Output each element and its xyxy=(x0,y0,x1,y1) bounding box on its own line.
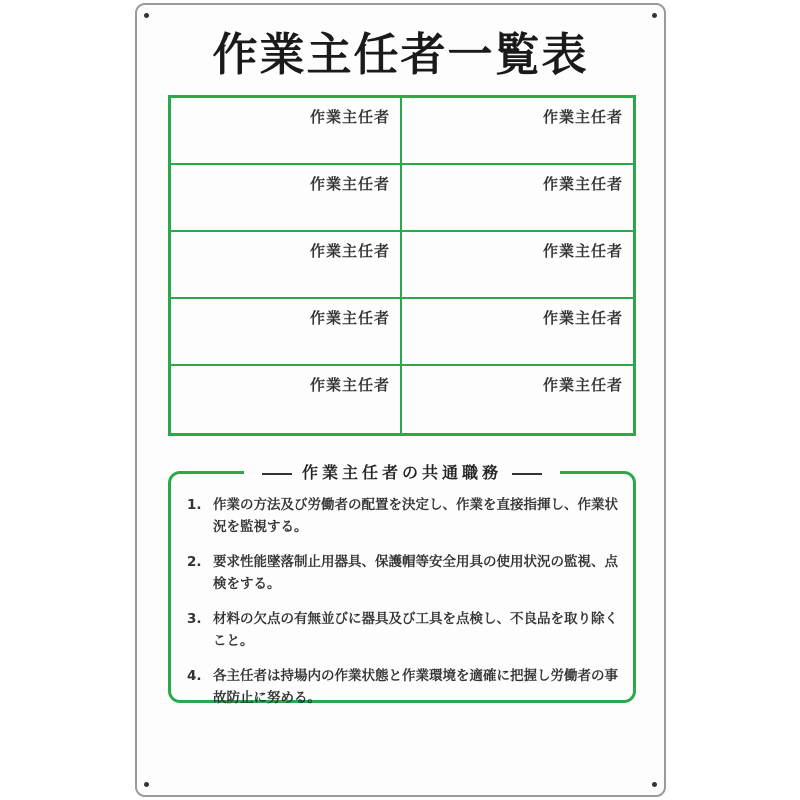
duty-number: 4. xyxy=(187,668,202,684)
mounting-hole xyxy=(144,782,149,787)
supervisor-cell xyxy=(171,232,402,299)
cell-label: 作業主任者 xyxy=(542,242,623,260)
duty-text: 要求性能墜落制止用器具、保護帽等安全用具の使用状況の監視、点検をする。 xyxy=(213,554,618,592)
mounting-hole xyxy=(144,13,149,18)
duty-item xyxy=(187,551,623,595)
duty-list xyxy=(187,494,623,722)
duty-number: 1. xyxy=(187,497,202,513)
duty-number: 3. xyxy=(187,611,202,627)
cell-label: 作業主任者 xyxy=(542,309,623,327)
duties-heading: 作業主任者の共通職務 xyxy=(301,463,503,482)
duty-item xyxy=(187,665,623,709)
supervisor-cell xyxy=(171,366,402,433)
supervisor-cell xyxy=(171,98,402,165)
cell-label: 作業主任者 xyxy=(542,376,623,394)
duties-heading-wrap xyxy=(244,460,560,483)
supervisor-cell xyxy=(402,232,633,299)
cell-label: 作業主任者 xyxy=(309,376,390,394)
supervisor-grid xyxy=(168,95,636,436)
heading-dash xyxy=(262,473,292,475)
cell-label: 作業主任者 xyxy=(309,242,390,260)
cell-label: 作業主任者 xyxy=(542,175,623,193)
duty-item xyxy=(187,494,623,538)
supervisor-cell xyxy=(171,299,402,366)
sign-board xyxy=(135,3,666,797)
supervisor-cell xyxy=(402,98,633,165)
supervisor-cell xyxy=(402,366,633,433)
duty-number: 2. xyxy=(187,554,202,570)
duty-text: 各主任者は持場内の作業状態と作業環境を適確に把握し労働者の事故防止に努める。 xyxy=(213,668,618,706)
supervisor-cell xyxy=(402,299,633,366)
heading-dash xyxy=(512,473,542,475)
duty-item xyxy=(187,608,623,652)
cell-label: 作業主任者 xyxy=(542,108,623,126)
cell-label: 作業主任者 xyxy=(309,309,390,327)
mounting-hole xyxy=(652,782,657,787)
mounting-hole xyxy=(652,13,657,18)
supervisor-cell xyxy=(171,165,402,232)
cell-label: 作業主任者 xyxy=(309,175,390,193)
common-duties-box xyxy=(168,463,636,706)
supervisor-cell xyxy=(402,165,633,232)
duty-text: 作業の方法及び労働者の配置を決定し、作業を直接指揮し、作業状況を監視する。 xyxy=(213,497,618,535)
duty-text: 材料の欠点の有無並びに器具及び工具を点検し、不良品を取り除くこと。 xyxy=(213,611,618,649)
sign-title: 作業主任者一覧表 xyxy=(212,28,589,81)
cell-label: 作業主任者 xyxy=(309,108,390,126)
